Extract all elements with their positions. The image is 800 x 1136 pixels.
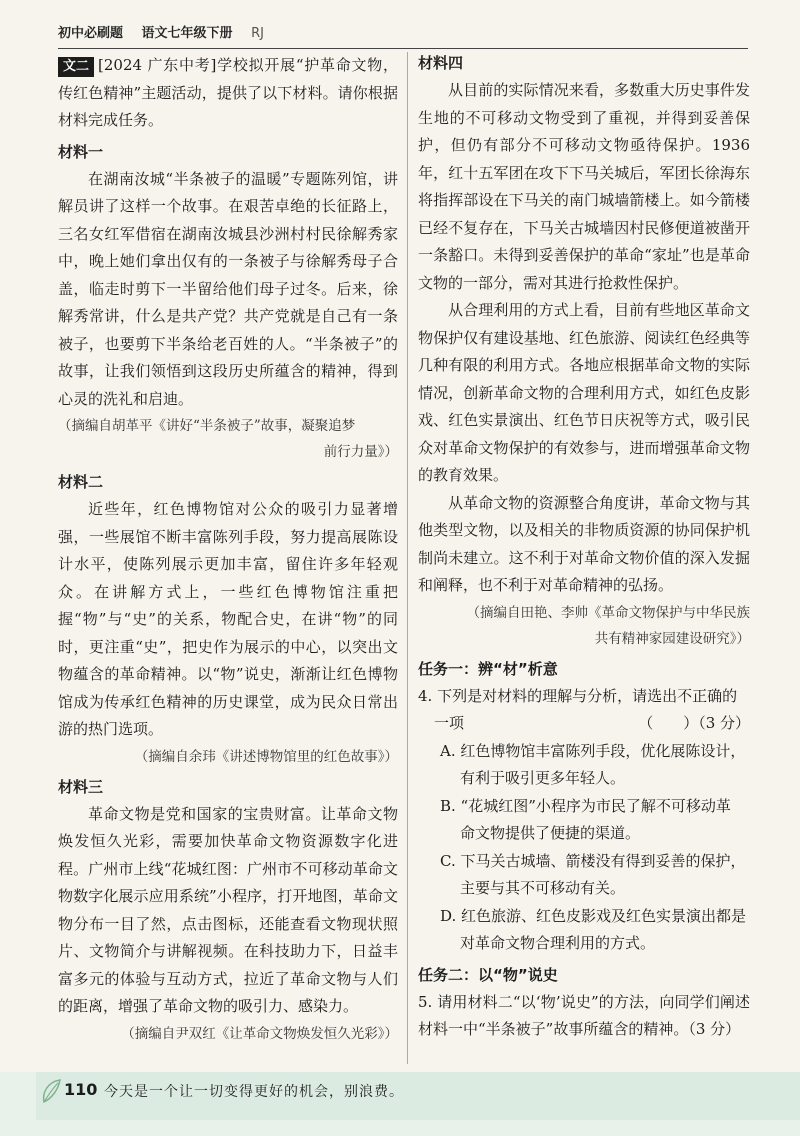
footer-motto: 今天是一个让一切变得更好的机会，别浪费。 xyxy=(104,1084,404,1100)
task-2-title: 任务二：以“物”说史 xyxy=(418,965,558,984)
material-4-paragraph-2: 从合理利用的方式上看，目前有些地区革命文物保护仅有建设基地、红色旅游、阅读红色经典等几种有限的利用方式。各地应根据革命文物的实际情况，创新革命文物的合理利用方式，如红色皮影戏、红色实景演出、红色节日庆祝等方式，吸引民众对革命文物保护的有效参与，进而增强革命文物的教育效果。 xyxy=(418,301,750,484)
material-1-body: 在湖南汝城“半条被子的温暖”专题陈列馆，讲解员讲了这样一个故事。在艰苦卓绝的长征路上，三名女红军借宿在湖南汝城县沙洲村村民徐解秀家中，晚上她们拿出仅有的一条被子与徐解秀母子合盖，临走时剪下一半留给他们母子过冬。后来，徐解秀常讲，什么是共产党？共产党就是自己有一条被子，也要剪下半条给老百姓的人。“半条被子”的故事，让我们领悟到这段历史所蕴含的精神，得到心灵的洗礼和启迪。 xyxy=(58,169,398,408)
material-3-source: （摘编自尹双红《让革命文物焕发恒久光彩》） xyxy=(121,1025,398,1042)
material-1-title: 材料一 xyxy=(58,142,104,161)
task-1-title: 任务一：辨“材”析意 xyxy=(418,659,558,678)
question-4-stem: 4. 下列是对材料的理解与分析，请选出不正确的 xyxy=(418,686,738,705)
question-4 xyxy=(418,683,750,738)
section-tag: 文二 xyxy=(58,57,94,77)
material-4-paragraph-1: 从目前的实际情况来看，多数重大历史事件发生地的不可移动文物受到了重视，并得到妥善保护，但仍有部分不可移动文物亟待保护。1936 年，红十五军团在攻下下马关城后，军团长徐海东将指挥部设在下马关的南门城墙箭楼上。如今箭楼已经不复存在，下马关古城墙因村民修便道被凿开一条豁口。未得到妥善保护的革命“家址”也是革命文物的一部分，需对其进行抢救性保护。 xyxy=(418,81,750,292)
option-b[interactable]: B. “花城红图”小程序为市民了解不可移动革 命文物提供了便捷的渠道。 xyxy=(440,796,731,842)
book-title: 语文七年级下册 xyxy=(141,26,233,41)
page-footer xyxy=(0,1072,800,1136)
material-2-title: 材料二 xyxy=(58,473,104,491)
answer-blank[interactable]: （ ）（3 分） xyxy=(638,714,750,732)
intro-text: [2024 广东中考]学校拟开展“护革命文物，传红色精神”主题活动，提供了以下材料。请你根据材料完成任务。 xyxy=(58,56,398,129)
option-a[interactable]: A. 红色博物馆丰富陈列手段，优化展陈设计， 有利于吸引更多年轻人。 xyxy=(440,741,746,787)
leaf-icon xyxy=(40,1078,62,1104)
page-header xyxy=(58,22,748,49)
material-4-source-2: 共有精神家园建设研究》） xyxy=(594,630,750,647)
column-divider xyxy=(407,52,408,1064)
material-1-source-1: （摘编自胡革平《讲好“半条被子”故事，凝聚追梦 xyxy=(58,418,356,434)
question-4-stem-end: 一项 xyxy=(434,714,465,732)
page-number: 110 xyxy=(64,1080,98,1099)
material-4-paragraph-3: 从革命文物的资源整合角度讲，革命文物与其他类型文物，以及相关的非物质资源的协同保护机制尚未建立。这不利于对革命文物价值的深入发掘和阐释，也不利于对革命精神的弘扬。 xyxy=(418,493,750,594)
intro-paragraph xyxy=(58,52,398,135)
material-2-body: 近些年，红色博物馆对公众的吸引力显著增强，一些展馆不断丰富陈列手段，努力提高展陈设计水平，使陈列展示更加丰富，留住许多年轻观众。在讲解方式上，一些红色博物馆注重把握“物”与“史”的关系，物配合史，在讲“物”的同时，更注重“史”，把史作为展示的中心，以突出文物蕴含的革命精神。以“物”说史，渐渐让红色博物馆成为传承红色精神的历史课堂，成为民众日常出游的热门选项。 xyxy=(58,500,398,738)
option-c[interactable]: C. 下马关古城墙、箭楼没有得到妥善的保护， 主要与其不可移动有关。 xyxy=(440,851,746,897)
material-2-source: （摘编自余玮《讲述博物馆里的红色故事》） xyxy=(134,748,398,765)
right-column xyxy=(418,50,750,1108)
material-4-title: 材料四 xyxy=(418,54,464,72)
material-3-body: 革命文物是党和国家的宝贵财富。让革命文物焕发恒久光彩，需要加快革命文物资源数字化进程。广州市上线“花城红图：广州市不可移动革命文物数字化展示应用系统”小程序，打开地图，革命文物分布一目了然，点击图标，还能查看文物现状照片、文物简介与讲解视频。在科技助力下，日益丰富多元的体验与互动方式，拉近了革命文物与人们的距离，增强了革命文物的吸引力、感染力。 xyxy=(58,804,398,1015)
left-column xyxy=(58,50,398,1047)
question-5: 5. 请用材料二“以‘物’说史”的方法，向同学们阐述材料一中“半条被子”故事所蕴含的精神。（3 分） xyxy=(418,992,750,1038)
option-d[interactable]: D. 红色旅游、红色皮影戏及红色实景演出都是 对革命文物合理利用的方式。 xyxy=(440,906,747,952)
material-3-title: 材料三 xyxy=(58,777,104,796)
series-title: 初中必刷题 xyxy=(58,26,124,41)
material-1-source-2: 前行力量》） xyxy=(323,444,398,460)
edition-label: RJ xyxy=(251,26,264,41)
material-4-source-1: （摘编自田艳、李帅《革命文物保护与中华民族 xyxy=(466,604,750,621)
